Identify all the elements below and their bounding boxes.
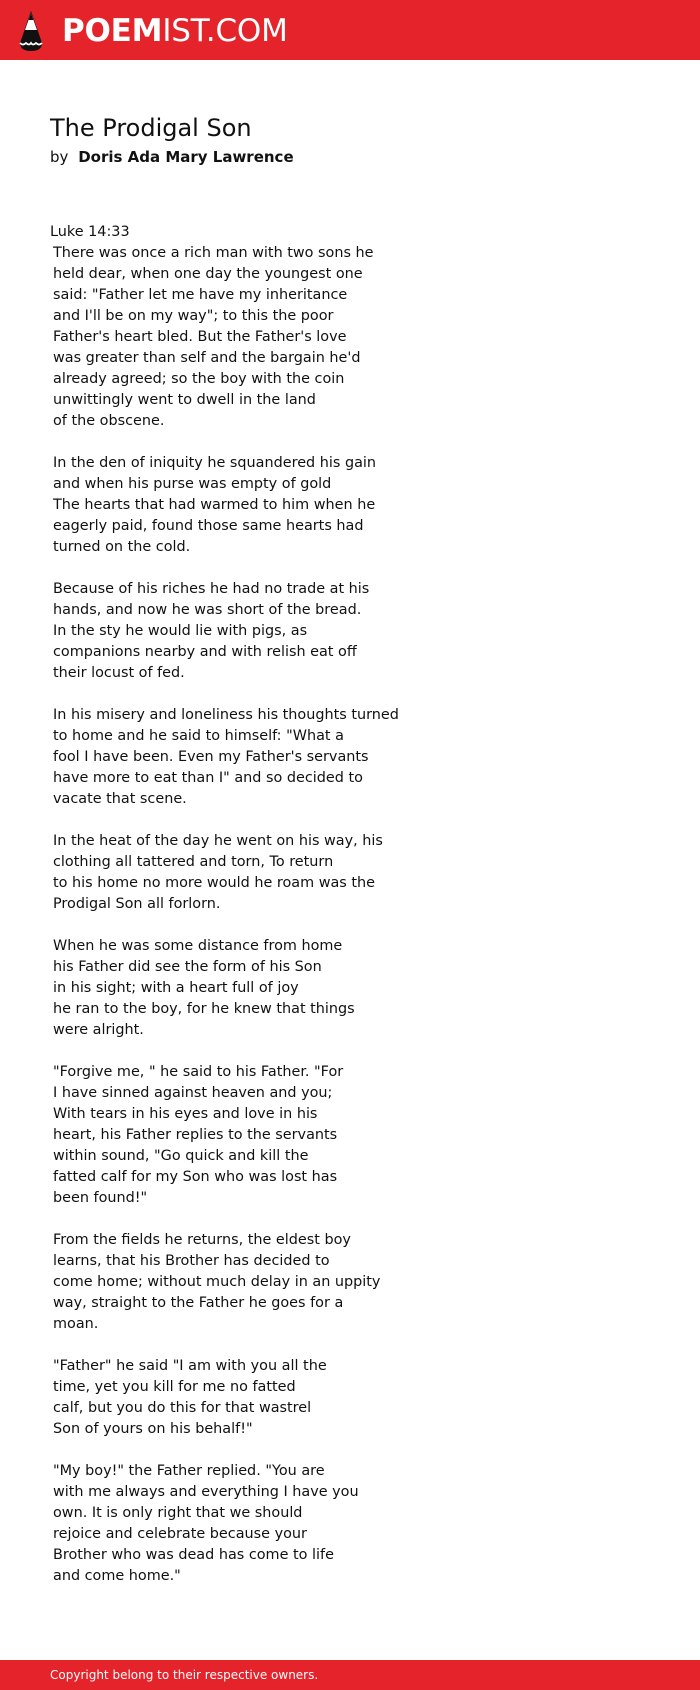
poem-line: in his sight; with a heart full of joy (53, 980, 299, 996)
poem-line: and come home." (53, 1568, 181, 1584)
poem-line: There was once a rich man with two sons he (53, 245, 374, 261)
poem-line: "Father" he said "I am with you all the (53, 1358, 327, 1374)
poem-line: In the sty he would lie with pigs, as (53, 623, 308, 639)
poem-line: vacate that scene. (53, 791, 187, 807)
poem-line: held dear, when one day the youngest one (53, 266, 363, 282)
poem-line: "Forgive me, " he said to his Father. "For (53, 1064, 344, 1080)
poem-stanza (53, 1461, 650, 1587)
site-logo-link[interactable] (18, 10, 288, 52)
poem-stanza (53, 243, 650, 432)
poem-line: With tears in his eyes and love in his (53, 1106, 318, 1122)
poem-line: unwittingly went to dwell in the land (53, 392, 316, 408)
site-footer (0, 1660, 700, 1690)
poem-line: heart, his Father replies to the servants (53, 1127, 338, 1143)
poem-line: were alright. (53, 1022, 144, 1038)
poem-line: Father's heart bled. But the Father's love (53, 329, 347, 345)
poem-line: to his home no more would he roam was the (53, 875, 375, 891)
poem-line: I have sinned against heaven and you; (53, 1085, 333, 1101)
poem-epigraph: Luke 14:33 (50, 224, 130, 240)
poem-line: his Father did see the form of his Son (53, 959, 322, 975)
poem-line: Prodigal Son all forlorn. (53, 896, 221, 912)
poem-line: their locust of fed. (53, 665, 185, 681)
poem-stanza (53, 705, 650, 810)
poem-line: calf, but you do this for that wastrel (53, 1400, 312, 1416)
poem-line: way, straight to the Father he goes for a (53, 1295, 344, 1311)
poem-line: "My boy!" the Father replied. "You are (53, 1463, 325, 1479)
pencil-icon (18, 10, 44, 52)
poem-stanza (53, 579, 650, 684)
poem-line: he ran to the boy, for he knew that things (53, 1001, 355, 1017)
poem-body (50, 243, 650, 1587)
poem-line: been found!" (53, 1190, 148, 1206)
poem-line: Brother who was dead has come to life (53, 1547, 334, 1563)
poem-stanza (53, 1062, 650, 1209)
author-link[interactable]: Doris Ada Mary Lawrence (78, 148, 294, 166)
poem-line: fool I have been. Even my Father's servants (53, 749, 369, 765)
poem-line: already agreed; so the boy with the coin (53, 371, 345, 387)
poem-line: rejoice and celebrate because your (53, 1526, 307, 1542)
site-logo-text (62, 12, 288, 49)
poem-line: In the heat of the day he went on his way, his (53, 833, 383, 849)
poem-line: In his misery and loneliness his thoughts turned (53, 707, 399, 723)
poem-line: turned on the cold. (53, 539, 191, 555)
poem-line: own. It is only right that we should (53, 1505, 303, 1521)
poem-stanza (53, 453, 650, 558)
poem-line: eagerly paid, found those same hearts had (53, 518, 364, 534)
poem-byline (50, 146, 650, 168)
poem-line: fatted calf for my Son who was lost has (53, 1169, 338, 1185)
logo-light-text: IST.COM (162, 12, 288, 49)
poem-line: When he was some distance from home (53, 938, 343, 954)
copyright-text: Copyright belong to their respective owners. (50, 1668, 319, 1682)
poem-line: Because of his riches he had no trade at his (53, 581, 370, 597)
site-header (0, 0, 700, 60)
poem-line: come home; without much delay in an uppity (53, 1274, 381, 1290)
poem-line: In the den of iniquity he squandered his gain (53, 455, 377, 471)
poem-line: was greater than self and the bargain he'd (53, 350, 361, 366)
poem-stanza (53, 1230, 650, 1335)
poem-stanza (53, 831, 650, 915)
poem-line: clothing all tattered and torn, To return (53, 854, 334, 870)
poem-stanza (53, 936, 650, 1041)
poem-line: and I'll be on my way"; to this the poor (53, 308, 334, 324)
poem-line: moan. (53, 1316, 99, 1332)
poem-line: time, yet you kill for me no fatted (53, 1379, 296, 1395)
poem-line: The hearts that had warmed to him when he (53, 497, 376, 513)
poem-line: to home and he said to himself: "What a (53, 728, 344, 744)
poem-line: Son of yours on his behalf!" (53, 1421, 253, 1437)
poem-line: hands, and now he was short of the bread. (53, 602, 362, 618)
poem-title: The Prodigal Son (50, 114, 252, 142)
poem-line: companions nearby and with relish eat off (53, 644, 357, 660)
poem-line: said: "Father let me have my inheritance (53, 287, 348, 303)
poem-stanza (53, 1356, 650, 1440)
poem-line: learns, that his Brother has decided to (53, 1253, 330, 1269)
poem-line: From the fields he returns, the eldest boy (53, 1232, 351, 1248)
poem-line: have more to eat than I" and so decided to (53, 770, 363, 786)
poem-line: of the obscene. (53, 413, 165, 429)
poem-line: within sound, "Go quick and kill the (53, 1148, 309, 1164)
poem-line: with me always and everything I have you (53, 1484, 359, 1500)
logo-bold-text: POEM (62, 12, 163, 49)
poem-article (50, 112, 650, 1587)
poem-line: and when his purse was empty of gold (53, 476, 332, 492)
by-label: by (50, 148, 69, 166)
